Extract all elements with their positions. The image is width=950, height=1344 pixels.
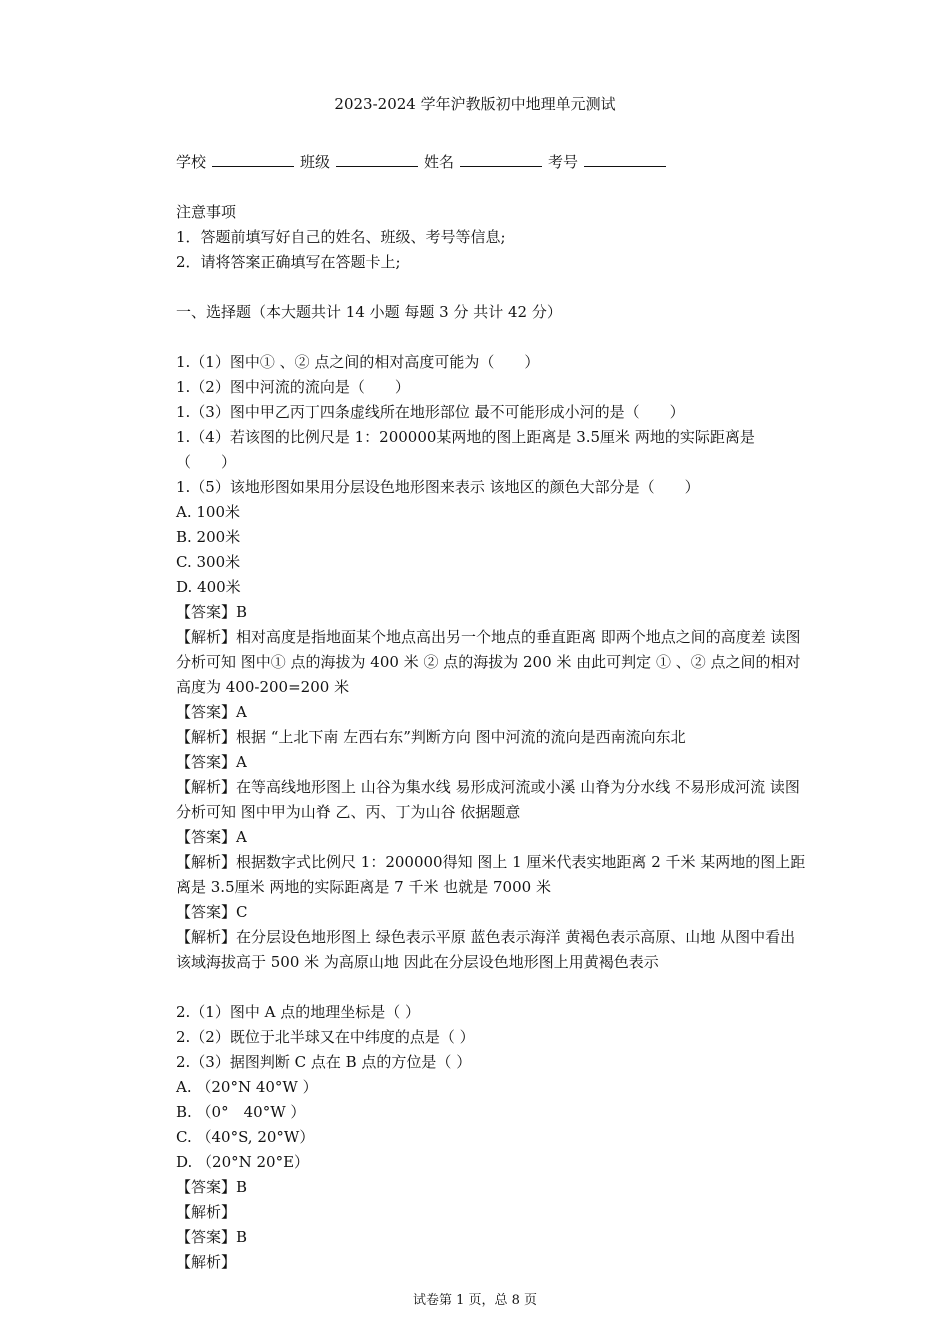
question-stem: 1.（1）图中① 、② 点之间的相对高度可能为（ ） — [176, 353, 540, 371]
analysis: 【解析】根据数字式比例尺 1：200000得知 图上 1 厘米代表实地距离 2 千米 某两地的图上距离是 3.5厘米 两地的实际距离是 7 千米 也就是 7000 米 — [176, 853, 806, 896]
option: C. （40°S, 20°W） — [176, 1128, 315, 1146]
option: C. 300米 — [176, 553, 241, 571]
number-label: 考号 — [548, 153, 579, 171]
answer: 【答案】A — [176, 753, 247, 771]
analysis: 【解析】 — [176, 1203, 237, 1221]
notice-heading: 注意事项 — [176, 203, 237, 221]
analysis: 【解析】在等高线地形图上 山谷为集水线 易形成河流或小溪 山脊为分水线 不易形成河流 读图分析可知 图中甲为山脊 乙、丙、丁为山谷 依据题意 — [176, 778, 800, 821]
question-stem: 1.（3）图中甲乙丙丁四条虚线所在地形部位 最不可能形成小河的是（ ） — [176, 403, 685, 421]
option: A. 100米 — [176, 503, 240, 521]
student-info-row — [176, 150, 806, 175]
page-footer: 试卷第 1 页，总 8 页 — [412, 1293, 538, 1308]
option: B. （0° 40°W ） — [176, 1103, 306, 1121]
exam-content — [176, 150, 806, 1275]
answer: 【答案】B — [176, 603, 248, 621]
option: B. 200米 — [176, 528, 241, 546]
name-blank — [460, 152, 542, 167]
name-label: 姓名 — [424, 153, 455, 171]
section-heading: 一、选择题（本大题共计 14 小题 每题 3 分 共计 42 分） — [176, 303, 562, 321]
option: A. （20°N 40°W ） — [176, 1078, 318, 1096]
analysis: 【解析】根据 “上北下南 左西右东”判断方向 图中河流的流向是西南流向东北 — [176, 728, 686, 746]
question-stem: 1.（2）图中河流的流向是（ ） — [176, 378, 410, 396]
option: D. 400米 — [176, 578, 241, 596]
answer: 【答案】A — [176, 828, 247, 846]
notice-item: 1．答题前填写好自己的姓名、班级、考号等信息; — [176, 228, 506, 246]
number-blank — [584, 152, 666, 167]
class-label: 班级 — [300, 153, 331, 171]
question-stem: 1.（5）该地形图如果用分层设色地形图来表示 该地区的颜色大部分是（ ） — [176, 478, 700, 496]
analysis: 【解析】相对高度是指地面某个地点高出另一个地点的垂直距离 即两个地点之间的高度差 读图分析可知 图中① 点的海拔为 400 米 ② 点的海拔为 200 米 由此可判定 ① 、② 点之间的相对高度为 400-200=200 米 — [176, 628, 801, 696]
notice-item: 2．请将答案正确填写在答题卡上; — [176, 253, 401, 271]
class-blank — [336, 152, 418, 167]
question-stem: 2.（1）图中 A 点的地理坐标是（ ） — [176, 1003, 420, 1021]
question-stem: 2.（2）既位于北半球又在中纬度的点是（ ） — [176, 1028, 475, 1046]
answer: 【答案】A — [176, 703, 247, 721]
question-stem: 2.（3）据图判断 C 点在 B 点的方位是（ ） — [176, 1053, 472, 1071]
option: D. （20°N 20°E） — [176, 1153, 310, 1171]
question-stem: 1.（4）若该图的比例尺是 1：200000某两地的图上距离是 3.5厘米 两地的实际距离是（ ） — [176, 428, 755, 471]
school-label: 学校 — [176, 153, 207, 171]
answer: 【答案】B — [176, 1228, 248, 1246]
answer: 【答案】C — [176, 903, 248, 921]
analysis: 【解析】 — [176, 1253, 237, 1271]
school-blank — [212, 152, 294, 167]
page-title: 2023-2024 学年沪教版初中地理单元测试 — [334, 95, 616, 113]
answer: 【答案】B — [176, 1178, 248, 1196]
analysis: 【解析】在分层设色地形图上 绿色表示平原 蓝色表示海洋 黄褐色表示高原、山地 从图中看出 该域海拔高于 500 米 为高原山地 因此在分层设色地形图上用黄褐色表示 — [176, 928, 796, 971]
